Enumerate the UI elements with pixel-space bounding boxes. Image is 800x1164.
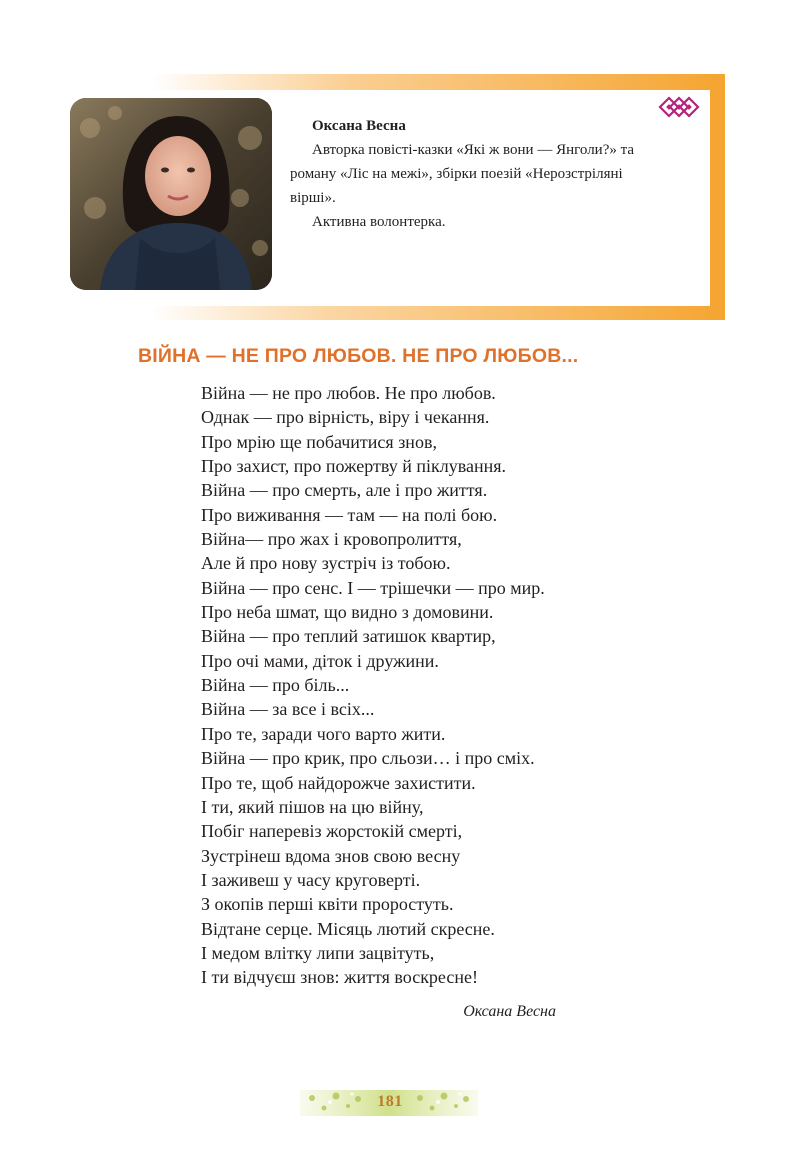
frame-right-border	[710, 74, 725, 320]
author-name: Оксана Весна	[312, 118, 406, 134]
folk-ornament-icon	[658, 92, 700, 122]
poem-title: ВІЙНА — НЕ ПРО ЛЮБОВ. НЕ ПРО ЛЮБОВ...	[138, 345, 579, 367]
poem-line: З окопів перші квіти проростуть.	[201, 894, 454, 915]
poem-line: Війна — про смерть, але і про життя.	[201, 480, 488, 501]
poem-line: Про захист, про пожертву й піклування.	[201, 456, 507, 477]
poem-line: Про виживання — там — на полі бою.	[201, 504, 498, 525]
poem-line: Війна — про сенс. І — трішечки — про мир.	[201, 577, 545, 598]
poem-line: Війна — про крик, про сльози… і про сміх.	[201, 748, 535, 769]
poem-line: Про неба шмат, що видно з домовини.	[201, 602, 494, 623]
poem-line: Однак — про вірність, віру і чекання.	[201, 407, 490, 428]
poem-line: Війна — за все і всіх...	[201, 699, 375, 720]
poem-line: Війна— про жах і кровопролиття,	[201, 529, 462, 550]
poem-line: Зустрінеш вдома знов свою весну	[201, 845, 461, 866]
frame-bottom-border	[150, 306, 725, 320]
author-photo	[70, 98, 272, 290]
poem-line: Війна — про біль...	[201, 675, 350, 696]
poem-line: Про те, заради чого варто жити.	[201, 723, 446, 744]
poem-line: Війна — про теплий затишок квартир,	[201, 626, 496, 647]
poem-line: І заживеш у часу круговерті.	[201, 869, 421, 890]
frame-top-border	[150, 74, 725, 90]
poem-line: Відтане серце. Місяць лютий скресне.	[201, 918, 495, 939]
author-activity: Активна волонтерка.	[312, 214, 446, 230]
poem-line: Але й про нову зустріч із тобою.	[201, 553, 451, 574]
poem-line: І ти відчуєш знов: життя воскресне!	[201, 967, 478, 988]
author-portrait	[70, 98, 272, 290]
poem-line: Війна — не про любов. Не про любов.	[201, 383, 496, 403]
page-number: 181	[377, 1093, 403, 1110]
poem-line: І ти, який пішов на цю війну,	[201, 796, 424, 817]
author-bio: Авторка повісті-казки «Які ж вони — Янголи?» та роману «Ліс на межі», збірки поезій «Нерозстріляні вірші».	[290, 142, 635, 206]
poem-line: Про те, щоб найдорожче захистити.	[201, 772, 476, 793]
poem-line: І медом влітку липи зацвітуть,	[201, 942, 435, 963]
poem-line: Побіг наперевіз жорстокій смерті,	[201, 821, 463, 842]
poem-body	[201, 381, 671, 990]
author-info	[290, 114, 650, 234]
poem-line: Про очі мами, діток і дружини.	[201, 650, 439, 671]
poem-signature: Оксана Весна	[463, 1003, 556, 1020]
poem-line: Про мрію ще побачитися знов,	[201, 431, 437, 452]
